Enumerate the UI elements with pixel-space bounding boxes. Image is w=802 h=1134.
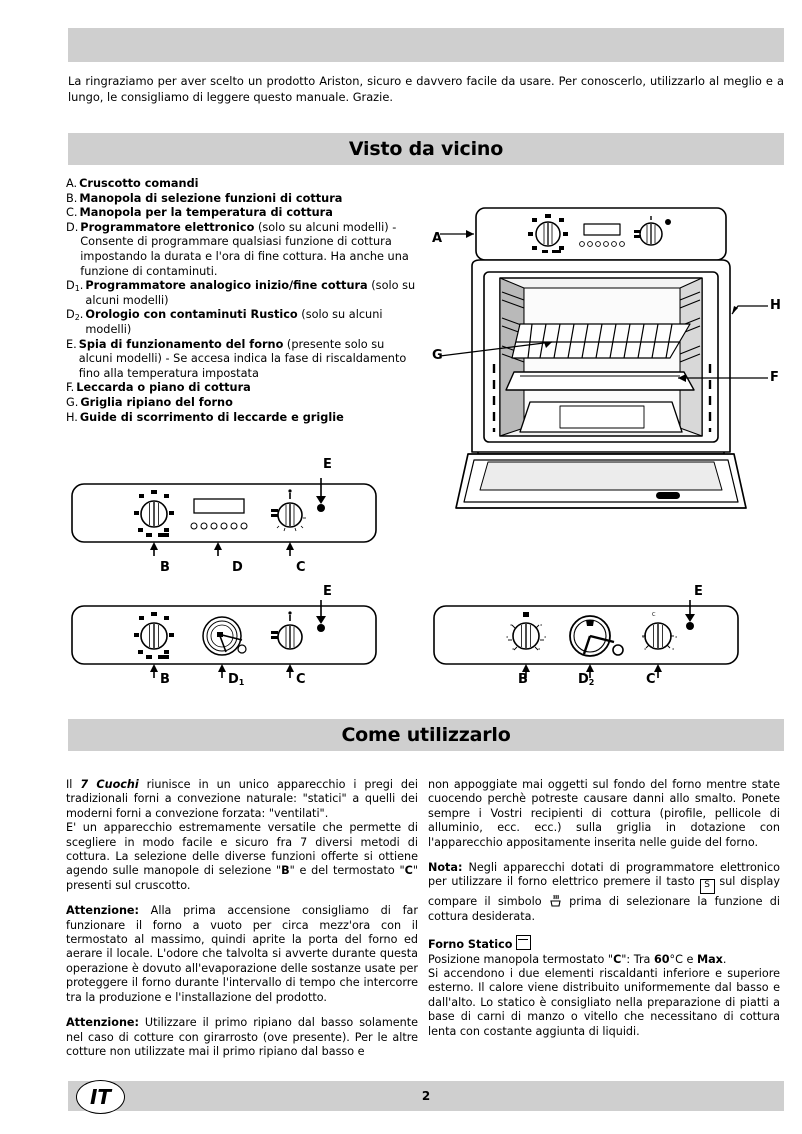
svg-text:°: °	[544, 636, 547, 642]
legend-key: $D_1$.	[66, 279, 84, 294]
figure-label-b-panel2: B	[160, 672, 170, 687]
intro-paragraph: La ringraziamo per aver scelto un prodotto Ariston, sicuro e davvero facile da usare. Per conoscerlo, utilizzarlo al meglio e a lungo, le consigliamo di leggere questo manuale. Grazie.	[68, 74, 784, 104]
figure-label-b-panel3: B	[518, 672, 528, 687]
list-item	[66, 411, 418, 426]
temperature-max: Max	[696, 952, 723, 966]
oven-diagram	[432, 196, 784, 546]
legend-bold: Orologio con contaminuti Rustico	[85, 308, 298, 322]
text-run: °C e	[669, 952, 697, 966]
list-item	[66, 381, 418, 396]
steam-pan-icon	[549, 894, 562, 908]
legend-key: F.	[66, 381, 75, 395]
list-item	[66, 192, 418, 207]
legend-rest: (solo su alcuni modelli)	[85, 308, 383, 336]
legend-body	[85, 279, 418, 308]
legend-key: G.	[66, 395, 79, 409]
figure-label-e-panel3: E	[694, 584, 703, 599]
legend-bold: Manopola di selezione funzioni di cottura	[79, 191, 343, 205]
legend-body	[80, 396, 418, 411]
section-header-come-utilizzarlo	[68, 719, 784, 751]
temperature-value: 60	[653, 952, 670, 966]
section-header-visto-da-vicino	[68, 133, 784, 165]
legend-bold: Programmatore analogico inizio/fine cottura	[85, 279, 368, 293]
paragraph-thermostat-position	[428, 953, 780, 967]
legend-key: A.	[66, 177, 78, 190]
control-panel-diagram-rustic	[428, 600, 780, 710]
list-item	[66, 338, 418, 382]
label-letter: D	[578, 672, 589, 687]
section-title-text: Visto da vicino	[348, 138, 504, 160]
list-item	[66, 177, 418, 192]
figure-label-h: H	[770, 298, 781, 313]
text-run: " e del termostato "	[289, 864, 405, 878]
figure-label-b-panel1: B	[160, 560, 170, 575]
list-item	[66, 279, 418, 308]
control-panel-diagram-analog	[66, 600, 418, 710]
figure-label-c-panel1: C	[296, 560, 306, 575]
text-run: Negli apparecchi dotati di programmatore elettronico per utilizzare il forno elettrico premere il tasto	[428, 861, 780, 889]
legend-bold: Programmatore elettronico	[80, 220, 255, 234]
legend-body	[80, 411, 418, 426]
paragraph-intro-7cuochi	[66, 778, 418, 821]
legend-key: B.	[66, 191, 78, 205]
legend-list	[66, 177, 418, 425]
text-run: sul display compare il simbolo	[428, 875, 780, 909]
svg-text:C: C	[652, 612, 656, 618]
svg-text:°: °	[540, 624, 543, 630]
subsection-title: Forno Statico	[428, 938, 513, 952]
list-item	[66, 308, 418, 337]
legend-key-sub: 1	[74, 284, 80, 294]
figure-label-c-panel3: C	[646, 672, 656, 687]
paragraph-static-description: Si accendono i due elementi riscaldanti inferiore e superiore esterno. Il calore viene distribuito uniformemente dal basso e dall'alto. Lo statico è consigliato nella preparazione di piatti a base di carni di manzo o vitello che necessitano di cottura lenta con costante aggiunta di liquidi.	[428, 967, 780, 1038]
svg-text:°: °	[642, 636, 645, 642]
top-decorative-band	[68, 28, 784, 62]
legend-bold: Leccarda o piano di cottura	[76, 381, 251, 395]
paragraph-attenzione-1	[66, 904, 418, 1005]
paragraph-versatile	[66, 821, 418, 893]
svg-text:°: °	[644, 648, 647, 654]
legend-body	[76, 381, 418, 396]
legend-body	[79, 192, 418, 207]
text-run: Il	[66, 778, 81, 791]
legend-bold: Spia di funzionamento del forno	[78, 337, 284, 351]
heading-forno-statico	[428, 935, 780, 952]
paragraph-continuation: non appoggiate mai oggetti sul fondo del forno mentre state cuocendo perchè potreste causare danni allo smalto. Ponete sempre i Vostri recipienti di cottura (pirofile, pellicole di alluminio, ecc. ecc.) sulla griglia in dotazione con l'apparecchio appositamente inserita nelle guide del forno.	[428, 778, 780, 849]
legend-key: D.	[66, 220, 79, 234]
text-run: prima di selezionare la funzione di cottura desiderata.	[428, 895, 780, 923]
text-run: .	[722, 952, 727, 966]
svg-text:°: °	[512, 648, 515, 654]
page-number: 2	[421, 1089, 431, 1103]
text-run: Posizione manopola termostato "	[428, 952, 614, 966]
legend-rest: (solo su alcuni modelli) - Consente di programmare qualsiasi funzione di cottura impostando la durata e l'ora di fine cottura. Ha anche una funzione di contaminuti.	[80, 220, 409, 278]
svg-text:°: °	[675, 636, 678, 642]
warning-label: Attenzione:	[66, 1016, 139, 1030]
label-subscript: 2	[588, 678, 595, 687]
legend-rest: (presente solo su alcuni modelli) - Se accesa indica la fase di riscaldamento fino alla temperatura impostata	[78, 337, 407, 380]
oven-key-icon: S	[700, 879, 715, 894]
text-run: Utilizzare il primo ripiano dal basso solamente nel caso di cotture con girarrosto (ove presente). Per le altre cotture non utilizzate mai il primo ripiano dal basso e	[66, 1016, 418, 1058]
legend-bold: Guide di scorrimento di leccarde e griglie	[79, 410, 344, 424]
legend-body	[79, 338, 418, 382]
legend-body	[79, 177, 418, 192]
svg-text:°: °	[672, 648, 675, 654]
legend-key: H.	[66, 410, 78, 424]
figure-label-a: A	[432, 231, 443, 246]
legend-rest: (solo su alcuni modelli)	[85, 279, 416, 307]
legend-key-sub: 2	[74, 313, 80, 323]
label-letter: D	[228, 672, 239, 687]
language-badge-it: IT	[76, 1080, 125, 1114]
svg-text:°: °	[538, 648, 541, 654]
legend-body	[79, 206, 418, 221]
text-run: riunisce in un unico apparecchio i pregi dei tradizionali forni a convezione naturale: "statici" a quelli dei moderni forni a convezione forzata: "ventilati".	[66, 778, 418, 820]
legend-key: E.	[66, 337, 77, 351]
figure-label-d-panel1: D	[232, 560, 243, 575]
legend-bold: Cruscotto comandi	[79, 177, 199, 190]
label-subscript: 1	[238, 678, 245, 687]
section-title-text: Come utilizzarlo	[341, 724, 511, 746]
body-column-left	[66, 778, 418, 1070]
figure-label-d2-panel3	[578, 672, 594, 687]
list-item	[66, 206, 418, 221]
figure-label-g: G	[432, 348, 443, 363]
legend-key: $D_2$.	[66, 308, 84, 323]
figure-label-f: F	[770, 370, 779, 385]
figure-label-c-panel2: C	[296, 672, 306, 687]
paragraph-nota	[428, 861, 780, 924]
svg-text:°: °	[510, 624, 513, 630]
legend-bold: Griglia ripiano del forno	[80, 395, 233, 409]
knob-ref-b: B	[281, 864, 290, 878]
paragraph-attenzione-2	[66, 1016, 418, 1059]
text-run: Alla prima accensione consigliamo di far funzionare il forno a vuoto per circa mezz'ora con il termostato al massimo, quindi aprite la porta del forno ed aerare il locale. L'odore che talvolta si avverte durante questa operazione è dovuto all'evaporazione delle sostanze usate per proteggere il forno durante l'intervallo di tempo che intercorre tra la produzione e l'installazione del prodotto.	[66, 904, 418, 1004]
figure-label-d1-panel2	[228, 672, 244, 687]
text-run: " presenti sul cruscotto.	[66, 864, 418, 892]
figure-label-e-panel1: E	[323, 457, 332, 472]
note-label: Nota:	[428, 861, 463, 875]
warning-label: Attenzione:	[66, 904, 139, 918]
text-run: ": Tra	[621, 952, 654, 966]
static-oven-icon	[516, 935, 531, 950]
svg-text:°: °	[506, 636, 509, 642]
text-run: E' un apparecchio estremamente versatile che permette di scegliere in modo facile e sicuro fra 7 diversi metodi di cottura. La selezione delle diverse funzioni offerte si ottiene agendo sulle manopole di selezione "	[66, 821, 418, 878]
body-column-right	[428, 778, 780, 1050]
legend-body	[85, 308, 418, 337]
list-item	[66, 221, 418, 279]
legend-key: C.	[66, 206, 78, 220]
legend-body	[80, 221, 418, 279]
knob-ref-c: C	[613, 952, 622, 966]
figure-label-e-panel2: E	[323, 584, 332, 599]
brand-name: 7 Cuochi	[80, 778, 139, 791]
list-item	[66, 396, 418, 411]
legend-bold: Manopola per la temperatura di cottura	[79, 206, 333, 220]
knob-ref-c: C	[404, 864, 413, 878]
